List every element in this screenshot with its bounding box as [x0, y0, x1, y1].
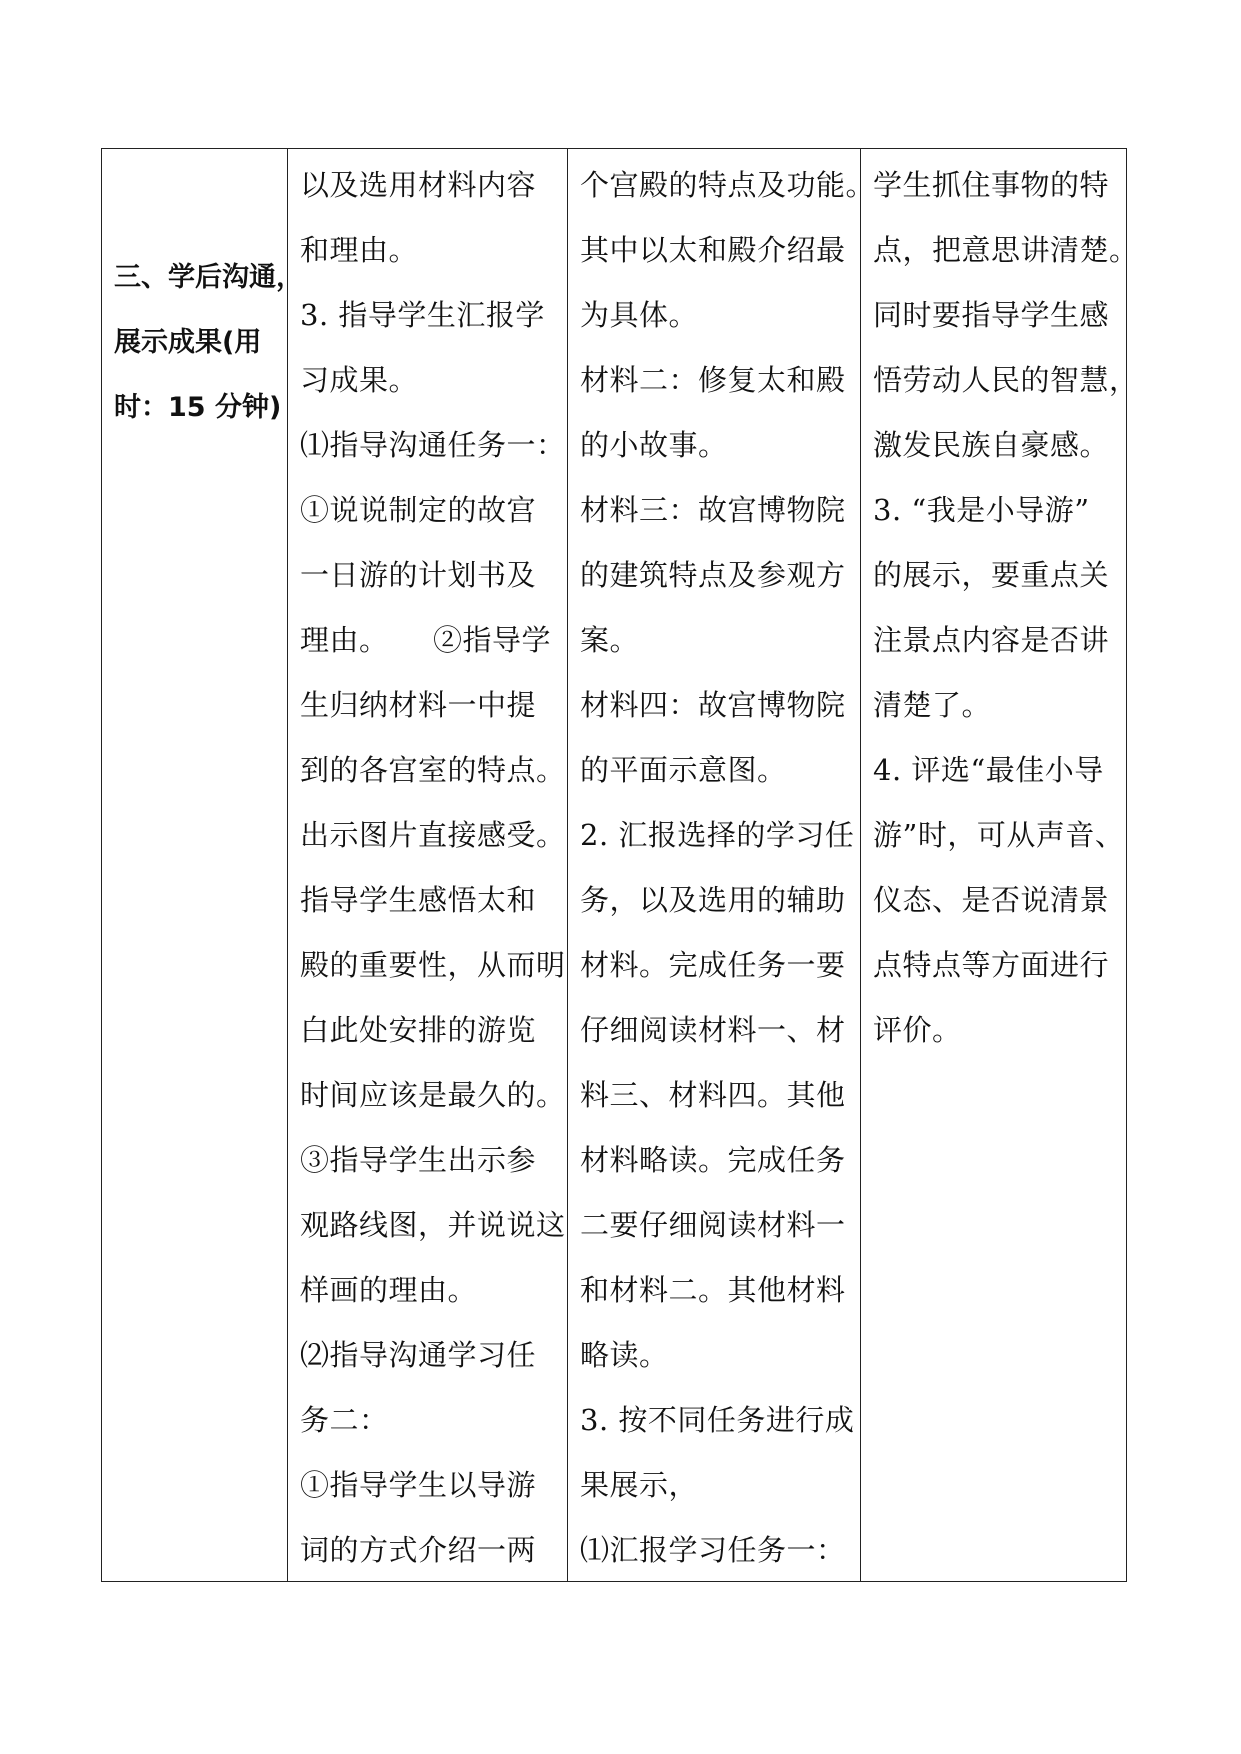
teacher-activity-line: 到的各宫室的特点。	[300, 753, 566, 787]
student-activity-line: 二要仔细阅读材料一	[580, 1208, 846, 1242]
teacher-activity-line: 时间应该是最久的。	[300, 1078, 566, 1112]
teacher-activity-cell	[300, 153, 566, 1583]
design-intent-line: 仪态、是否说清景	[873, 883, 1110, 917]
student-activity-line: 材料略读。完成任务	[580, 1143, 846, 1177]
student-activity-line: 材料。完成任务一要	[580, 948, 846, 982]
teacher-activity-line: 观路线图，并说说这	[300, 1208, 566, 1242]
teacher-activity-line: 3. 指导学生汇报学	[300, 298, 545, 332]
student-activity-line: 材料三：故宫博物院	[580, 493, 846, 527]
teacher-activity-line: ③指导学生出示参	[300, 1143, 537, 1177]
lesson-plan-table	[101, 148, 1139, 1582]
teacher-activity-line: 出示图片直接感受。	[300, 818, 566, 852]
student-activity-line: 略读。	[580, 1338, 669, 1372]
teacher-activity-line: 和理由。	[300, 233, 419, 267]
teacher-activity-line: ①说说制定的故宫	[300, 493, 537, 527]
design-intent-line: 悟劳动人民的智慧，	[873, 363, 1139, 397]
student-activity-line: 的建筑特点及参观方	[580, 558, 846, 592]
student-activity-line: 案。	[580, 623, 640, 657]
student-activity-line: 材料四：故宫博物院	[580, 688, 846, 722]
design-intent-line: 清楚了。	[873, 688, 992, 722]
teacher-activity-line: 生归纳材料一中提	[300, 688, 537, 722]
student-activity-line: 的小故事。	[580, 428, 728, 462]
design-intent-line: 点，把意思讲清楚。	[873, 233, 1139, 267]
student-activity-line: 果展示，	[580, 1468, 699, 1502]
teacher-activity-line: 白此处安排的游览	[300, 1013, 537, 1047]
stage-text-line: 时：15 分钟)	[114, 392, 282, 423]
student-activity-line: 的平面示意图。	[580, 753, 787, 787]
teacher-activity-line: ⑴指导沟通任务一：	[300, 428, 566, 462]
teacher-activity-line: 词的方式介绍一两	[300, 1533, 537, 1567]
stage-text-line: 展示成果(用	[114, 327, 262, 358]
design-intent-cell	[873, 153, 1139, 1063]
student-activity-cell	[580, 153, 876, 1583]
student-activity-column	[568, 149, 876, 1581]
stage-cell	[114, 245, 303, 440]
teacher-activity-column	[288, 149, 568, 1581]
student-activity-line: ⑴汇报学习任务一：	[580, 1533, 846, 1567]
stage-column	[102, 149, 303, 1581]
design-intent-column	[861, 149, 1139, 1581]
design-intent-line: 学生抓住事物的特	[873, 168, 1110, 202]
design-intent-line: 的展示，要重点关	[873, 558, 1110, 592]
student-activity-line: 为具体。	[580, 298, 699, 332]
student-activity-line: 料三、材料四。其他	[580, 1078, 846, 1112]
teacher-activity-line: 理由。 ②指导学	[300, 623, 552, 657]
teacher-activity-line: 以及选用材料内容	[300, 168, 537, 202]
design-intent-line: 游”时，可从声音、	[873, 818, 1125, 852]
design-intent-line: 注景点内容是否讲	[873, 623, 1110, 657]
student-activity-line: 务，以及选用的辅助	[580, 883, 846, 917]
student-activity-line: 仔细阅读材料一、材	[580, 1013, 846, 1047]
design-intent-line: 评价。	[873, 1013, 962, 1047]
student-activity-line: 3. 按不同任务进行成	[580, 1403, 855, 1437]
teacher-activity-line: ①指导学生以导游	[300, 1468, 537, 1502]
design-intent-line: 同时要指导学生感	[873, 298, 1110, 332]
student-activity-line: 其中以太和殿介绍最	[580, 233, 846, 267]
student-activity-line: 材料二：修复太和殿	[580, 363, 846, 397]
teacher-activity-line: 一日游的计划书及	[300, 558, 537, 592]
student-activity-line: 2. 汇报选择的学习任	[580, 818, 855, 852]
teacher-activity-line: 务二：	[300, 1403, 389, 1437]
design-intent-line: 3. “我是小导游”	[873, 493, 1090, 527]
teacher-activity-line: 指导学生感悟太和	[300, 883, 537, 917]
student-activity-line: 个宫殿的特点及功能。	[580, 168, 876, 202]
teacher-activity-line: 习成果。	[300, 363, 419, 397]
design-intent-line: 激发民族自豪感。	[873, 428, 1110, 462]
stage-text-line: 三、学后沟通，	[114, 262, 303, 293]
design-intent-line: 4. 评选“最佳小导	[873, 753, 1104, 787]
student-activity-line: 和材料二。其他材料	[580, 1273, 846, 1307]
teacher-activity-line: ⑵指导沟通学习任	[300, 1338, 537, 1372]
design-intent-line: 点特点等方面进行	[873, 948, 1110, 982]
teacher-activity-line: 样画的理由。	[300, 1273, 478, 1307]
teacher-activity-line: 殿的重要性，从而明	[300, 948, 566, 982]
